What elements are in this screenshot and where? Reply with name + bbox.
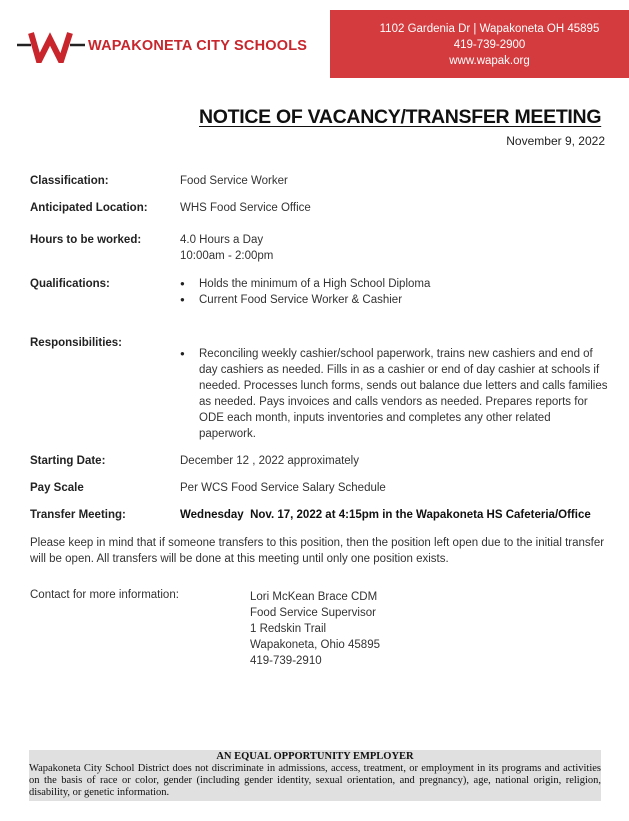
hours-per-day: 4.0 Hours a Day xyxy=(180,234,264,246)
contact-title: Food Service Supervisor xyxy=(250,607,376,619)
notice-date: November 9, 2022 xyxy=(506,134,605,148)
hours-label: Hours to be worked: xyxy=(30,234,142,246)
contact-city: Wapakoneta, Ohio 45895 xyxy=(250,639,380,651)
contact-name: Lori McKean Brace CDM xyxy=(250,591,378,603)
classification-label: Classification: xyxy=(30,175,109,187)
page-title: NOTICE OF VACANCY/TRANSFER MEETING xyxy=(199,106,602,128)
transfer-note: Please keep in mind that if someone transfers to this position, then the position left open due to the initial transfer will be open. All transfers will be done at this meeting until only one position exists. xyxy=(30,537,605,565)
hours-time-range: 10:00am - 2:00pm xyxy=(180,250,274,262)
location-label: Anticipated Location: xyxy=(30,202,148,214)
banner-address: 1102 Gardenia Dr | Wapakoneta OH 45895 xyxy=(379,23,600,35)
w-logo-icon xyxy=(17,31,87,63)
footer-body: Wapakoneta City School District does not discriminate in admissions, access, treatment, or employment in its programs and activities on the basis of race or color, gender (including gender identity, sexual orientation, and pregnancy), age, national origin, religion, disability, or genetic information. xyxy=(29,763,601,798)
qualifications-list xyxy=(180,276,430,308)
list-item: ● Holds the minimum of a High School Diploma xyxy=(180,276,430,292)
location-value: WHS Food Service Office xyxy=(180,202,311,214)
starting-date-value: December 12 , 2022 approximately xyxy=(180,455,359,467)
list-item: ● Reconciling weekly cashier/school paperwork, trains new cashiers and end of day cashiers as needed. Fills in as a cashier or end of day cashier at schools if needed. Processes lunch forms, sends out balance due letters and calls families as needed. Pays invoices and calls vendors as needed. Prepares reports for ODE each month, inputs inventories and completes any other related paperwork. xyxy=(180,346,610,442)
list-item: ● Current Food Service Worker & Cashier xyxy=(180,292,430,308)
logo-text: WAPAKONETA CITY SCHOOLS xyxy=(88,38,308,54)
school-logo xyxy=(17,31,317,63)
responsibilities-list xyxy=(180,346,610,442)
qualifications-label: Qualifications: xyxy=(30,278,110,290)
pay-scale-label: Pay Scale xyxy=(30,482,84,494)
responsibilities-label: Responsibilities: xyxy=(30,337,123,349)
starting-date-label: Starting Date: xyxy=(30,455,106,467)
transfer-meeting-value: Wednesday Nov. 17, 2022 at 4:15pm in the Wapakoneta HS Cafeteria/Office xyxy=(180,509,591,521)
classification-value: Food Service Worker xyxy=(180,175,288,187)
banner-website[interactable]: www.wapak.org xyxy=(449,55,530,67)
banner-phone: 419-739-2900 xyxy=(453,39,526,51)
contact-label: Contact for more information: xyxy=(30,589,179,601)
contact-phone: 419-739-2910 xyxy=(250,655,322,667)
transfer-meeting-label: Transfer Meeting: xyxy=(30,509,126,521)
contact-block xyxy=(250,589,380,669)
contact-banner xyxy=(330,10,629,78)
pay-scale-value: Per WCS Food Service Salary Schedule xyxy=(180,482,386,494)
footer-title: AN EQUAL OPPORTUNITY EMPLOYER xyxy=(216,751,414,762)
hours-value xyxy=(180,232,273,264)
equal-opportunity-footer xyxy=(29,750,601,801)
contact-street: 1 Redskin Trail xyxy=(250,623,327,635)
